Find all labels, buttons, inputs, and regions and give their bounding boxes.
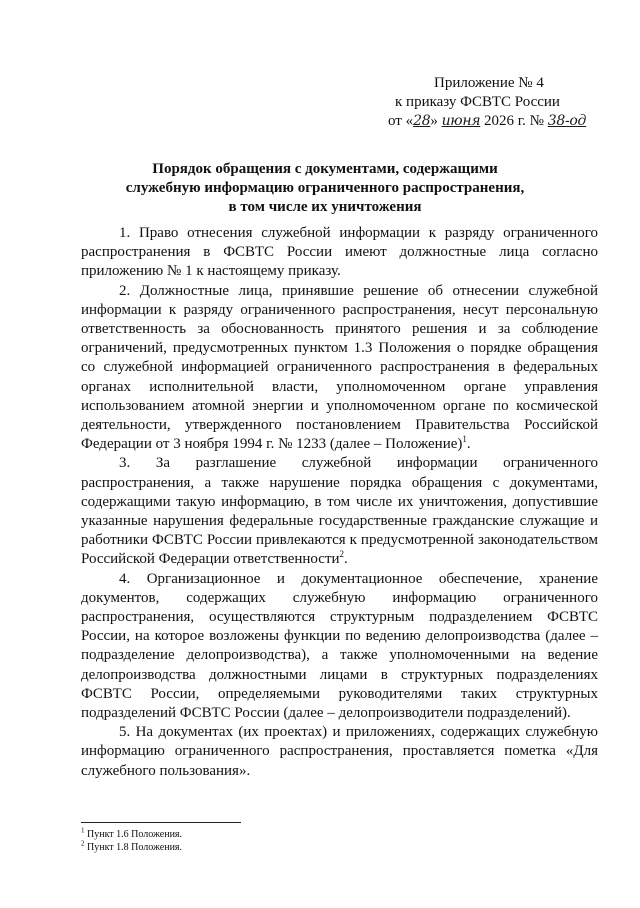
- appendix-date-line: [360, 112, 600, 131]
- footnote-2-text: Пункт 1.8 Положения.: [84, 842, 183, 853]
- document-title: [80, 160, 570, 217]
- handwritten-day: 28: [413, 113, 431, 129]
- footnote-2: [81, 841, 381, 854]
- appendix-header: [360, 74, 600, 131]
- title-line-1: Порядок обращения с документами, содержащими: [152, 161, 498, 177]
- paragraph-3-text: 3. За разглашение служебной информации ограниченного распространения, а также нарушение порядка обращения с документами, содержащими такую информацию, в том числе их уничтожения, допустившие указанные нарушения федеральные государственные гражданские служащие и работники ФСВТС России привлекаются к предусмотренной законодательством Российской Федерации ответственности: [81, 455, 598, 568]
- footnote-ref-2: 2: [339, 549, 345, 560]
- footnote-separator: [81, 822, 241, 823]
- date-quote-close: »: [430, 113, 442, 129]
- date-prefix: от «: [388, 113, 414, 129]
- paragraph-3-end: .: [344, 551, 348, 568]
- appendix-number: Приложение № 4: [434, 75, 544, 91]
- handwritten-order-number: 38-од: [547, 113, 587, 129]
- paragraph-4: 4. Организационное и документационное обеспечение, хранение документов, содержащих служебную информацию ограниченного распространения, осуществляются структурным подразделением ФСВТС России, на которое возложены функции по ведению делопроизводства (далее – подразделение делопроизводства), а также уполномоченными на ведение делопроизводства должностными лицами в структурных подразделениях ФСВТС России, определяемыми руководителями таких структурных подразделений ФСВТС России (далее – делопроизводители подразделений).: [81, 570, 598, 722]
- paragraph-2-text: 2. Должностные лица, принявшие решение об отнесении служебной информации к разряду ограниченного распространения, несут персональную ответственность за обоснованность принятого решения и за соблюдение ограничений, предусмотренных пунктом 1.3 Положения о порядке обращения со служебной информацией ограниченного распространения в федеральных органах исполнительной власти, уполномоченном органе управления использованием атомной энергии и уполномоченном органе по космической деятельности, утвержденного постановлением Правительства Российской Федерации от 3 ноября 1994 г. № 1233 (далее – Положение): [81, 282, 598, 453]
- footnote-1-text: Пункт 1.6 Положения.: [84, 829, 183, 840]
- footnote-1: [81, 828, 381, 841]
- footnotes: [81, 828, 381, 854]
- paragraph-2: [81, 282, 598, 455]
- title-line-3: в том числе их уничтожения: [228, 199, 422, 215]
- footnote-ref-1: 1: [462, 434, 467, 445]
- footnote-2-mark: 2: [81, 839, 85, 848]
- paragraph-2-end: .: [466, 436, 471, 453]
- handwritten-month: июня: [441, 113, 481, 129]
- footnote-1-mark: 1: [81, 826, 85, 835]
- paragraph-1: 1. Право отнесения служебной информации к разряду ограниченного распространения в ФСВТС России имеют должностные лица согласно приложению № 1 к настоящему приказу.: [81, 225, 598, 280]
- document-body: [81, 224, 598, 781]
- appendix-order-reference: к приказу ФСВТС России: [395, 94, 560, 110]
- paragraph-3: [81, 454, 598, 569]
- date-year: 2026 г. №: [480, 113, 548, 129]
- paragraph-5: 5. На документах (их проектах) и приложениях, содержащих служебную информацию ограниченного распространения, проставляется пометка «Для служебного пользования».: [81, 724, 598, 779]
- title-line-2: служебную информацию ограниченного распространения,: [125, 180, 525, 196]
